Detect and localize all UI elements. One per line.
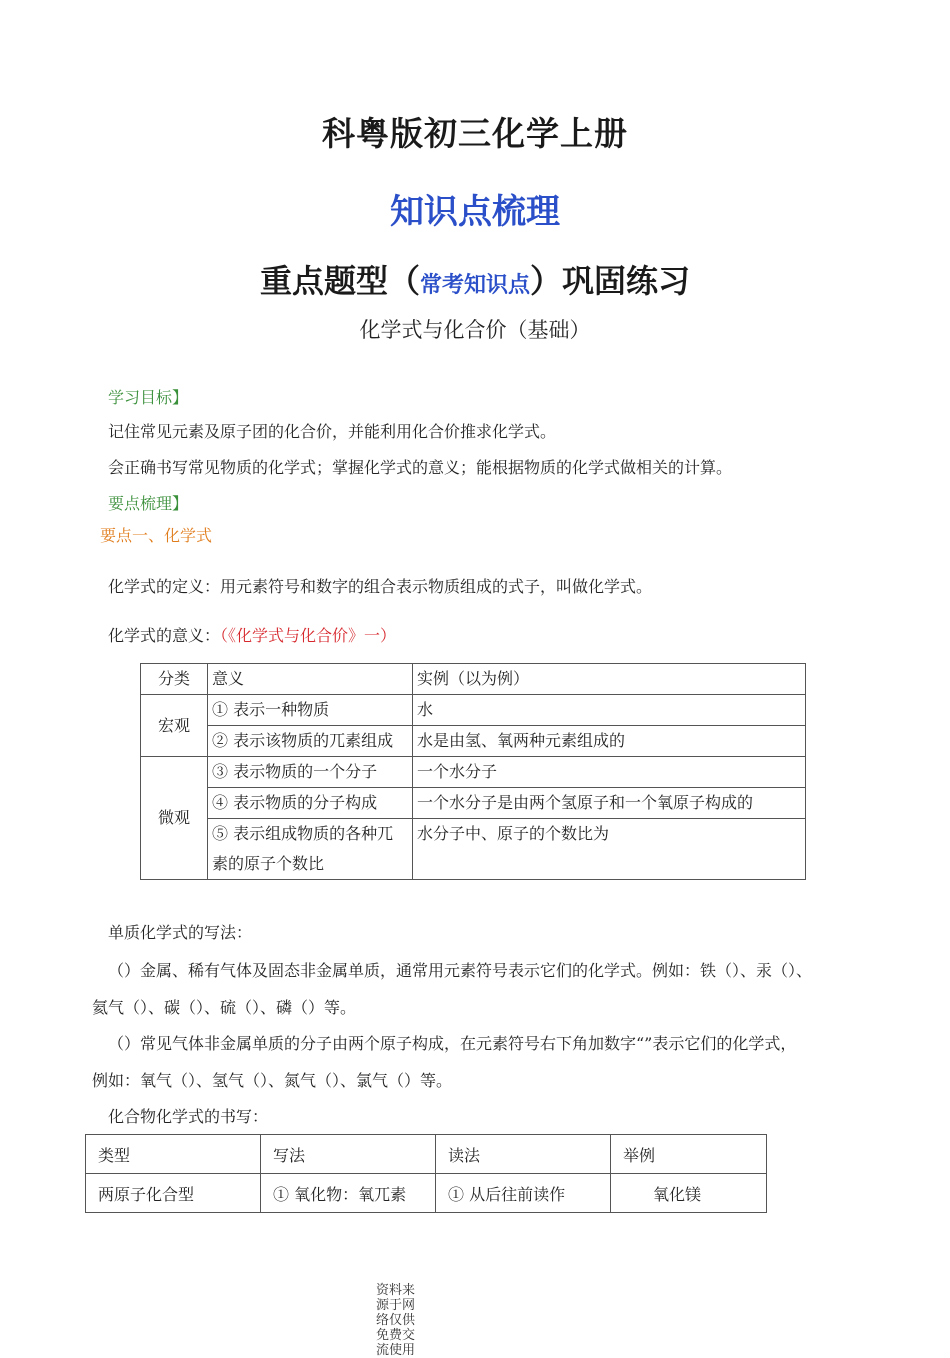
table-header-example: 实例（以为例） <box>413 664 806 695</box>
compound-cell-reading: ① 从后往前读作 <box>436 1174 611 1213</box>
table-row-example: 水分子中、原子的个数比为 <box>413 819 806 880</box>
table-row: ⑤ 表示组成物质的各种兀素的原子个数比 <box>208 819 413 880</box>
compound-cell-type: 两原子化合型 <box>86 1174 261 1213</box>
compound-header-example: 举例 <box>611 1135 767 1174</box>
meaning-table <box>140 663 806 880</box>
element-formula-p2a: （）常见气体非金属单质的分子由两个原子构成，在元素符号右下角加数字“”表示它们的化学式， <box>108 1034 797 1053</box>
compound-cell-writing: ① 氧化物：氧兀素 <box>261 1174 436 1213</box>
table-row-example: 一个水分子 <box>413 757 806 788</box>
compound-header-type: 类型 <box>86 1135 261 1174</box>
table-row: ④ 表示物质的分子构成 <box>208 788 413 819</box>
compound-table <box>85 1134 767 1213</box>
meaning-reference: （《化学式与化合价》一） <box>220 626 397 645</box>
compound-header-writing: 写法 <box>261 1135 436 1174</box>
compound-heading: 化合物化学式的书写： <box>108 1107 269 1126</box>
goal-line-1: 记住常见元素及原子团的化合价，并能利用化合价推求化学式。 <box>108 422 557 441</box>
table-header-meaning: 意义 <box>208 664 413 695</box>
lesson-title: 化学式与化合价（基础） <box>359 318 591 342</box>
table-row: ① 表示一种物质 <box>208 695 413 726</box>
definition-text: 化学式的定义：用元素符号和数字的组合表示物质组成的式子，叫做化学式。 <box>108 577 653 596</box>
table-row-example: 水是由氢、氧两种元素组成的 <box>413 726 806 757</box>
footer-note: 资料来源于网络仅供免费交流使用 <box>376 1283 416 1358</box>
table-header-category: 分类 <box>141 664 208 695</box>
meaning-label <box>108 623 396 646</box>
table-row: ③ 表示物质的一个分子 <box>208 757 413 788</box>
element-formula-p1b: 氦气（）、碳（）、硫（）、磷（）等。 <box>92 998 357 1017</box>
category-macro: 宏观 <box>141 695 208 757</box>
table-row-example: 一个水分子是由两个氢原子和一个氧原子构成的 <box>413 788 806 819</box>
subtitle-practice-highlight: 常考知识点 <box>419 273 530 298</box>
subtitle-knowledge: 知识点梳理 <box>390 192 560 232</box>
table-row <box>86 1174 767 1213</box>
compound-cell-example: 氧化镁 <box>611 1174 767 1213</box>
element-formula-heading: 单质化学式的写法： <box>108 923 253 942</box>
compound-header-reading: 读法 <box>436 1135 611 1174</box>
element-formula-p1a: （）金属、稀有气体及固态非金属单质，通常用元素符号表示它们的化学式。例如：铁（）、汞（）、 <box>108 961 813 980</box>
goals-heading: 学习目标】 <box>108 388 189 407</box>
category-micro: 微观 <box>141 757 208 880</box>
subtitle-practice-pre: 重点题型（ <box>259 262 420 300</box>
point1-heading: 要点一、化学式 <box>100 526 213 545</box>
table-row: ② 表示该物质的兀素组成 <box>208 726 413 757</box>
table-row-example: 水 <box>413 695 806 726</box>
element-formula-p2b: 例如：氧气（）、氢气（）、氮气（）、氯气（）等。 <box>92 1071 453 1090</box>
points-heading: 要点梳理】 <box>108 494 189 513</box>
document-title: 科粤版初三化学上册 <box>322 114 628 153</box>
subtitle-practice-post: ）巩固练习 <box>530 262 691 300</box>
subtitle-practice <box>0 256 950 302</box>
meaning-label-text: 化学式的意义： <box>108 626 221 645</box>
goal-line-2: 会正确书写常见物质的化学式；掌握化学式的意义；能根据物质的化学式做相关的计算。 <box>108 458 733 477</box>
